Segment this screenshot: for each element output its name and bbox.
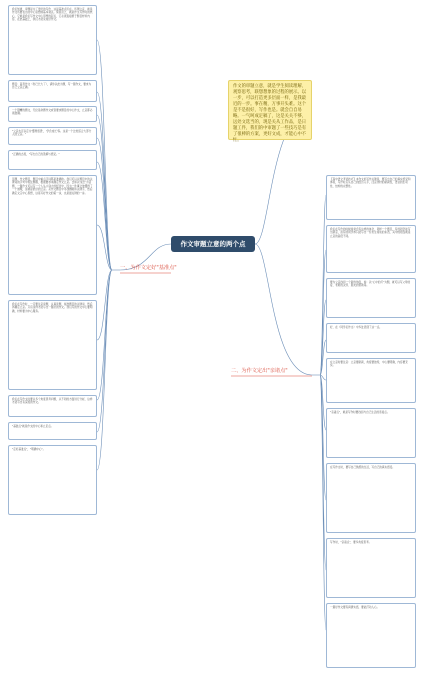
branch-key-point[interactable]: 二、为作文定出"亲诸点" — [231, 368, 288, 374]
right-note-3: 要为立意找到一个新的角度，如：以"心中的灯"为题，就可以写父母的爱、老师的关怀、朋友的帮助等。 — [326, 278, 416, 318]
intro-note: 作文的审题立意，就是学生阅读理解、观察思考，联想想象的过程的展示。以一步，可以打造更多层面一样，是我最近的一步。事在精，万事开头难。这个是不是很好，写作也是。就会自自易略。一气呵成定稿了，这是关关不够，远处文选当的，现是关从工作品，是日题工件，我们的中审题了一些技巧是有了很棒的方案，更好文成，才能心中不忙。 — [228, 80, 312, 140]
left-note-2: 题目：高考作文《你已长大了》，请你以此为题，写一篇作文，要求为自己立意正确。 — [8, 80, 97, 102]
right-note-1: 【高中语文考试技巧】本作文的写作关键是，要写出自己的真实感受和体验，写作时应从自己的经历入手，注意选材的新颖性，语言的生动性，结构的完整性。 — [326, 175, 416, 220]
left-note-1: 我们知道，审题是为了更好的写作，这是基准点所在。所谓立意，就是作文所要表达的中心思想或基本观点。简而言之，就是作文写作时的核心，它就是我们写作文中心思想的起点，它必须直接源于题目材料内容，在此基础上，我们才能完成好作文。 — [8, 5, 97, 75]
right-note-2: 我们在写作的时候常常会有这样的体会，同样一个题目，有的同学能写出新意，而有的同学却只能写出一些老生常谈的东西，其中的原因就是立意的高低不同。 — [326, 225, 416, 273]
left-note-6: 话题、作文题目，题目中重点字词都是准确的。我们可以从题目中的关键词的字句中抓住题眼，根据要求来确定作文立意。比如以'成长'为话题，一篇作文可以写一个人从小到大的经历中，因为一件事让他懂得了一个道理，这就是很好的立意。从作文题目中寻找题眼和关键字，然后确定文章中心思想，这是写好作文的第一步，也是最关键的一步。 — [8, 175, 97, 295]
right-note-9: 一篇好作文要有真情实感，要能打动人心。 — [326, 603, 416, 668]
right-note-5: 在立意时要注意：立意要新颖，角度要独特，中心要明确，内容要充实。 — [326, 358, 416, 403]
right-note-8: 写作时，"亲诸点"，要多角度思考。 — [326, 538, 416, 598]
left-note-5: "正确的态度，"写出自己的见解与感受。" — [8, 150, 97, 170]
left-note-10: "定好基准点"，"明确中心"。 — [8, 445, 97, 515]
right-note-7: 在写作文时，要写自己熟悉的生活，写自己的真实感受。 — [326, 463, 416, 533]
left-note-4: "立意也可以定为'懂得感恩'，'学会成长'等。这是一个比较适合大部分人的立意。" — [8, 127, 97, 145]
left-note-7: 我们在写作时，一定要注意审题，认真读题，找准题目的关键词，然后再确定立意。只有这样才能写出一篇好的作文。我们写的作文中心要明确，材料要为中心服务。 — [8, 300, 97, 390]
left-note-9: "基准点"就是作文的中心和立足点。 — [8, 422, 97, 440]
branch-base-point[interactable]: 一、为作文定好"基准点" — [120, 265, 177, 271]
root-topic[interactable]: 作文审题立意的两个点 — [171, 236, 255, 252]
right-note-6: "亲诸点"，就是写作时要找到与自己生活的连接点。 — [326, 408, 416, 458]
left-note-3: 一个钢精的题文，无论是命题作文或者要求题目的中心作文，立意都必须准确。 — [8, 106, 97, 122]
left-note-8: 我们在写作文时要从多个角度思考问题，从不同的方面进行分析，这样才能写出有深度的作文。 — [8, 395, 97, 417]
right-note-4: 好，在《同学们作文》中多处表现了这一点。 — [326, 323, 416, 353]
